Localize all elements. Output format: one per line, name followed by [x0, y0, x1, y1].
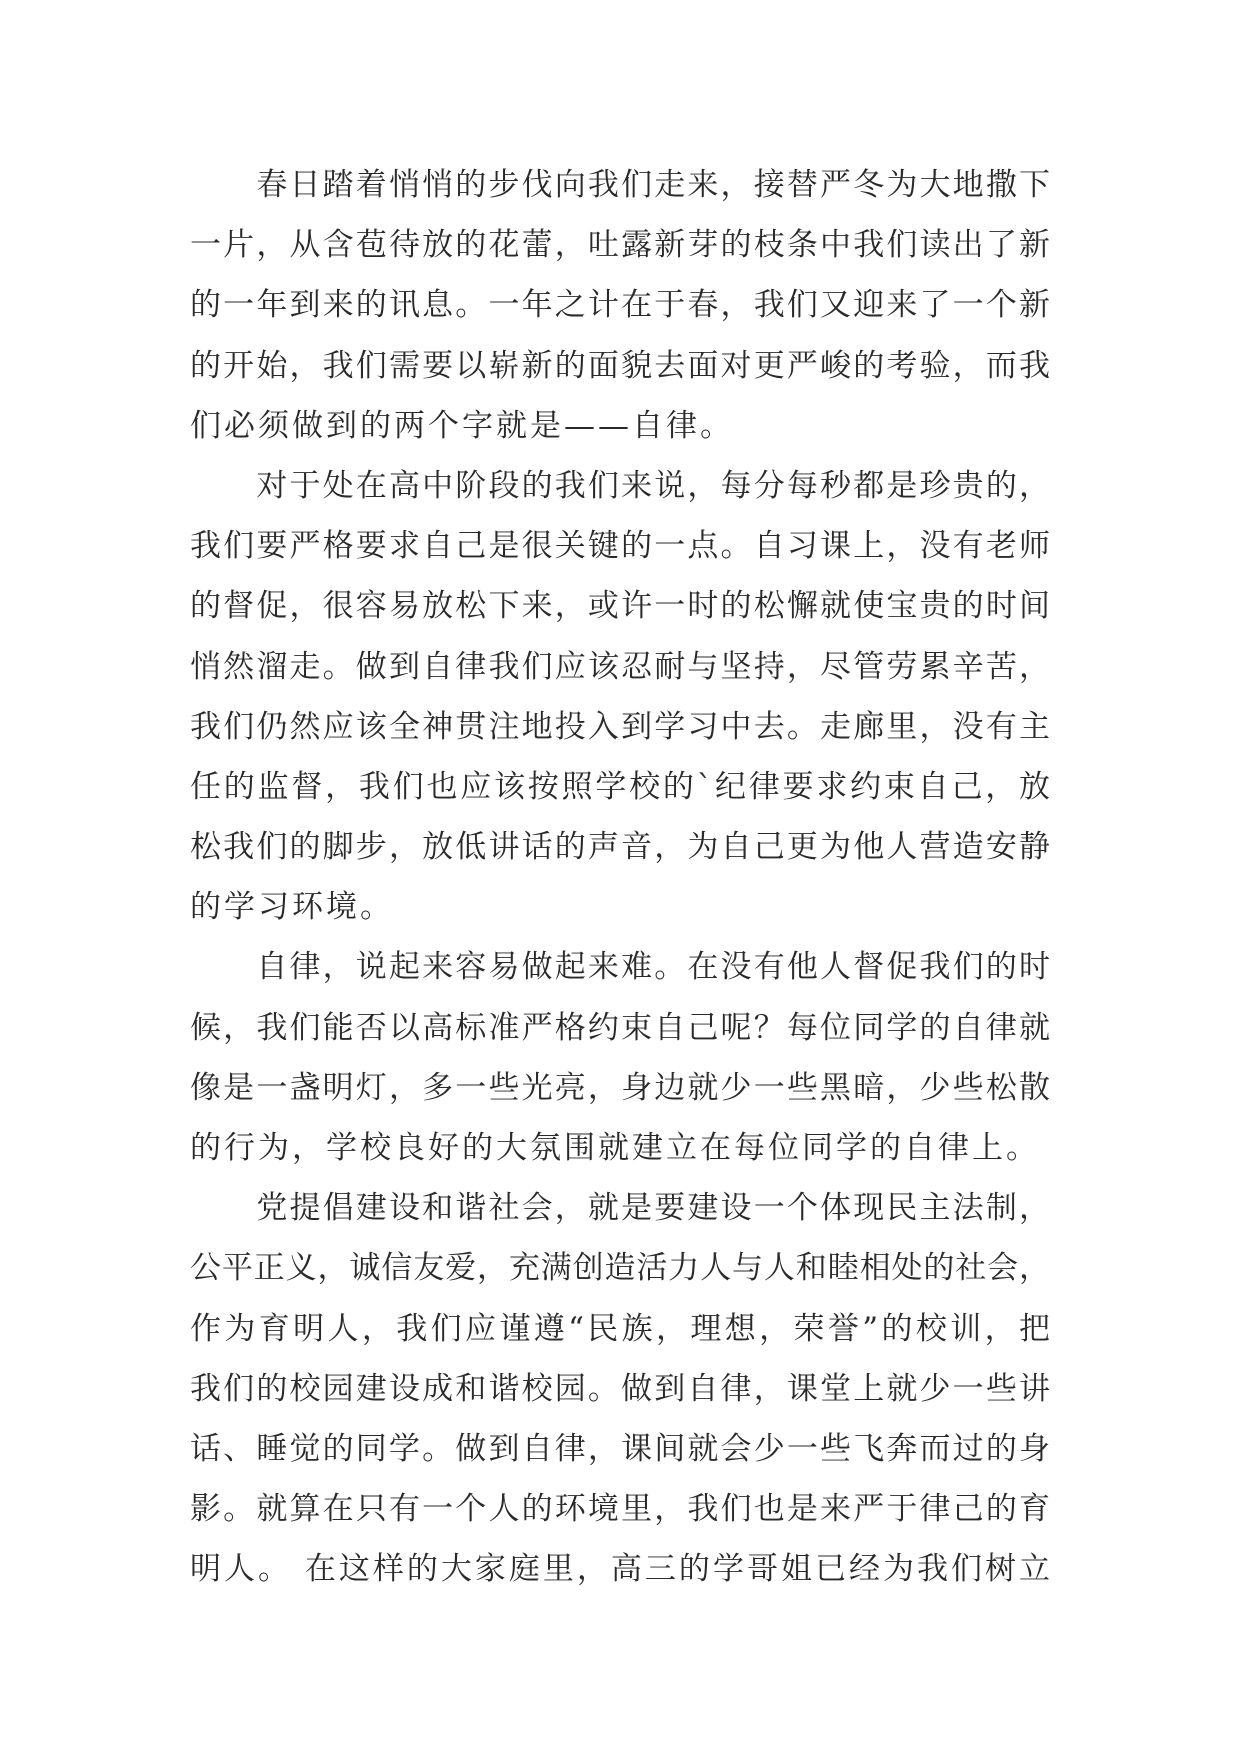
text-line: 我们仍然应该全神贯注地投入到学习中去。走廊里，没有主 [190, 708, 1050, 745]
text-line: 的一年到来的讯息。一年之计在于春，我们又迎来了一个新 [190, 287, 1050, 324]
text-line: 的督促，很容易放松下来，或许一时的松懈就使宝贵的时间 [190, 588, 1050, 625]
text-line: 候，我们能否以高标准严格约束自己呢？每位同学的自律就 [190, 1009, 1050, 1046]
text-line: 一片，从含苞待放的花蕾，吐露新芽的枝条中我们读出了新 [190, 227, 1050, 264]
text-line: 的开始，我们需要以崭新的面貌去面对更严峻的考验，而我 [190, 347, 1050, 384]
text-line: 公平正义，诚信友爱，充满创造活力人与人和睦相处的社会， [190, 1250, 1050, 1287]
text-line: 像是一盏明灯，多一些光亮，身边就少一些黑暗，少些松散 [190, 1069, 1050, 1106]
text-line: 我们的校园建设成和谐校园。做到自律，课堂上就少一些讲 [190, 1370, 1050, 1407]
text-line: 我们要严格要求自己是很关键的一点。自习课上，没有老师 [190, 528, 1050, 565]
text-line: 党提倡建设和谐社会，就是要建设一个体现民主法制， [190, 1190, 1050, 1227]
text-line: 明人。 在这样的大家庭里，高三的学哥姐已经为我们树立 [190, 1551, 1050, 1588]
body-text [190, 155, 1050, 1600]
text-line: 任的监督，我们也应该按照学校的`纪律要求约束自己，放 [190, 768, 1050, 805]
text-line: 作为育明人，我们应谨遵“民族，理想，荣誉”的校训，把 [190, 1310, 1050, 1347]
text-line: 自律，说起来容易做起来难。在没有他人督促我们的时 [190, 949, 1050, 986]
text-line: 们必须做到的两个字就是——自律。 [190, 407, 734, 444]
text-line: 悄然溜走。做到自律我们应该忍耐与坚持，尽管劳累辛苦， [190, 648, 1050, 685]
text-line: 影。就算在只有一个人的环境里，我们也是来严于律己的育 [190, 1491, 1050, 1528]
text-line: 的行为，学校良好的大氛围就建立在每位同学的自律上。 [190, 1130, 1040, 1166]
text-line: 春日踏着悄悄的步伐向我们走来，接替严冬为大地撒下 [190, 167, 1050, 203]
text-line: 的学习环境。 [190, 889, 394, 926]
text-line: 对于处在高中阶段的我们来说，每分每秒都是珍贵的， [190, 467, 1050, 504]
text-line: 话、睡觉的同学。做到自律，课间就会少一些飞奔而过的身 [190, 1430, 1050, 1467]
text-line: 松我们的脚步，放低讲话的声音，为自己更为他人营造安静 [190, 829, 1050, 866]
